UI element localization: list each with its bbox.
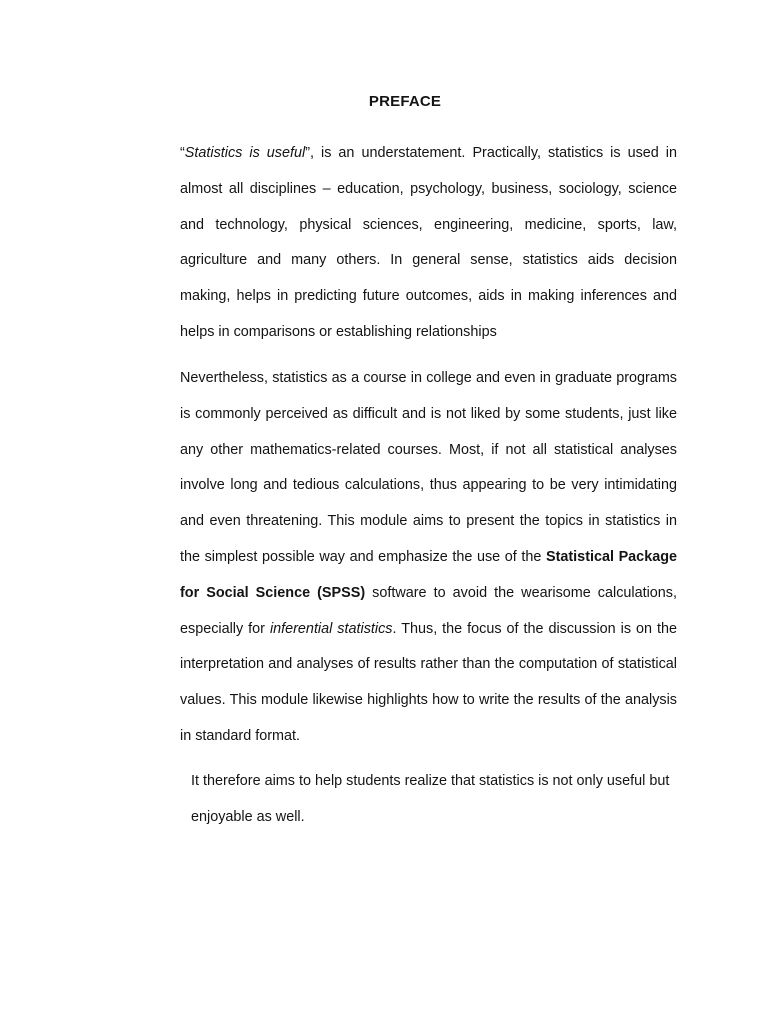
inferential-emphasis: inferential statistics bbox=[269, 620, 393, 637]
paragraph-module-part3: . Thus, the focus of the discussion is on the interpretation and analyses of results rather than the computation of statistical values. This module likewise highlights how to write the results of the analysis in standard format. bbox=[180, 620, 677, 744]
spss-emphasis: Statistical Package for Social Science (SPSS) bbox=[180, 548, 677, 601]
paragraph-closing bbox=[136, 763, 677, 835]
paragraph-module-part2: software to avoid the wearisome calculations, especially for bbox=[180, 584, 678, 637]
paragraph-intro-body: ”, is an understatement. Practically, statistics is used in almost all disciplines – education, psychology, business, sociology, science and technology, physical sciences, engineering, medicine, sports, law, agriculture and many others. In general sense, statistics aids decision making, helps in predicting future outcomes, aids in making inferences and helps in comparisons or establishing relationships bbox=[180, 145, 677, 340]
quoted-phrase: Statistics is useful bbox=[184, 145, 306, 161]
paragraph-closing-text: It therefore aims to help students realize that statistics is not only useful but enjoyable as well. bbox=[191, 773, 670, 825]
paragraph-module-text bbox=[136, 361, 677, 755]
paragraph-intro-text bbox=[136, 136, 677, 351]
paragraph-intro bbox=[136, 136, 677, 351]
page-title: PREFACE bbox=[368, 93, 442, 110]
paragraph-module bbox=[136, 361, 677, 755]
paragraph-module-part1: Nevertheless, statistics as a course in college and even in graduate programs is commonly perceived as difficult and is not liked by some students, just like any other mathematics-related courses. Most, if not all statistical analyses involve long and tedious calculations, thus appearing to be very intimidating and even threatening. This module aims to present the topics in statistics in the simplest possible way and emphasize the use of the bbox=[180, 370, 677, 565]
open-quote: “ bbox=[180, 145, 185, 161]
